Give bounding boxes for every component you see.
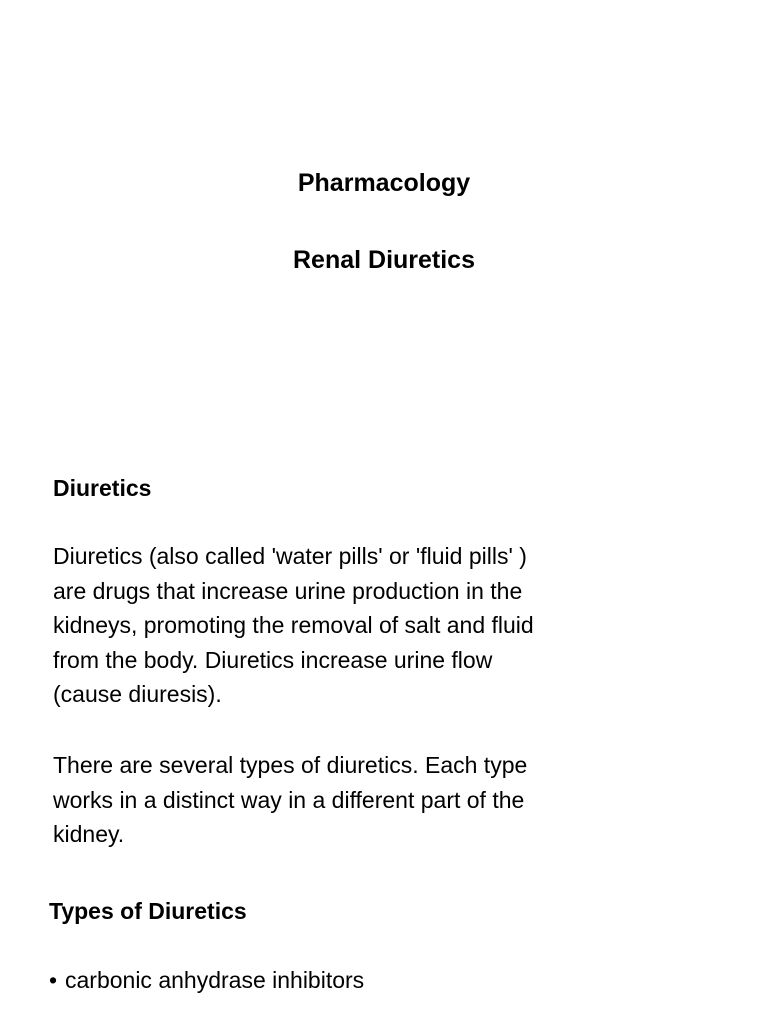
paragraph-line: kidneys, promoting the removal of salt and fluid: [53, 612, 534, 638]
diuretics-heading: Diuretics: [53, 475, 152, 501]
diuretic-types-list: [49, 963, 364, 997]
bullet-icon: •: [49, 967, 58, 993]
paragraph-line: (cause diuresis).: [53, 681, 222, 707]
diuretics-types-paragraph: [53, 748, 653, 852]
diuretics-definition-paragraph: [53, 539, 653, 712]
paragraph-line: are drugs that increase urine production in the: [53, 577, 523, 604]
paragraph-line: There are several types of diuretics. Each type: [53, 752, 528, 778]
paragraph-line: Diuretics (also called 'water pills' or 'fluid pills' ): [53, 543, 527, 569]
paragraph-line: from the body. Diuretics increase urine flow: [53, 646, 493, 673]
list-item-text: carbonic anhydrase inhibitors: [65, 967, 365, 993]
list-item: [49, 963, 364, 997]
paragraph-line: kidney.: [53, 821, 125, 847]
paragraph-line: works in a distinct way in a different part of the: [53, 786, 525, 813]
subject-title: Pharmacology: [297, 169, 471, 197]
topic-title: Renal Diuretics: [292, 246, 475, 274]
types-of-diuretics-heading: Types of Diuretics: [49, 898, 247, 924]
